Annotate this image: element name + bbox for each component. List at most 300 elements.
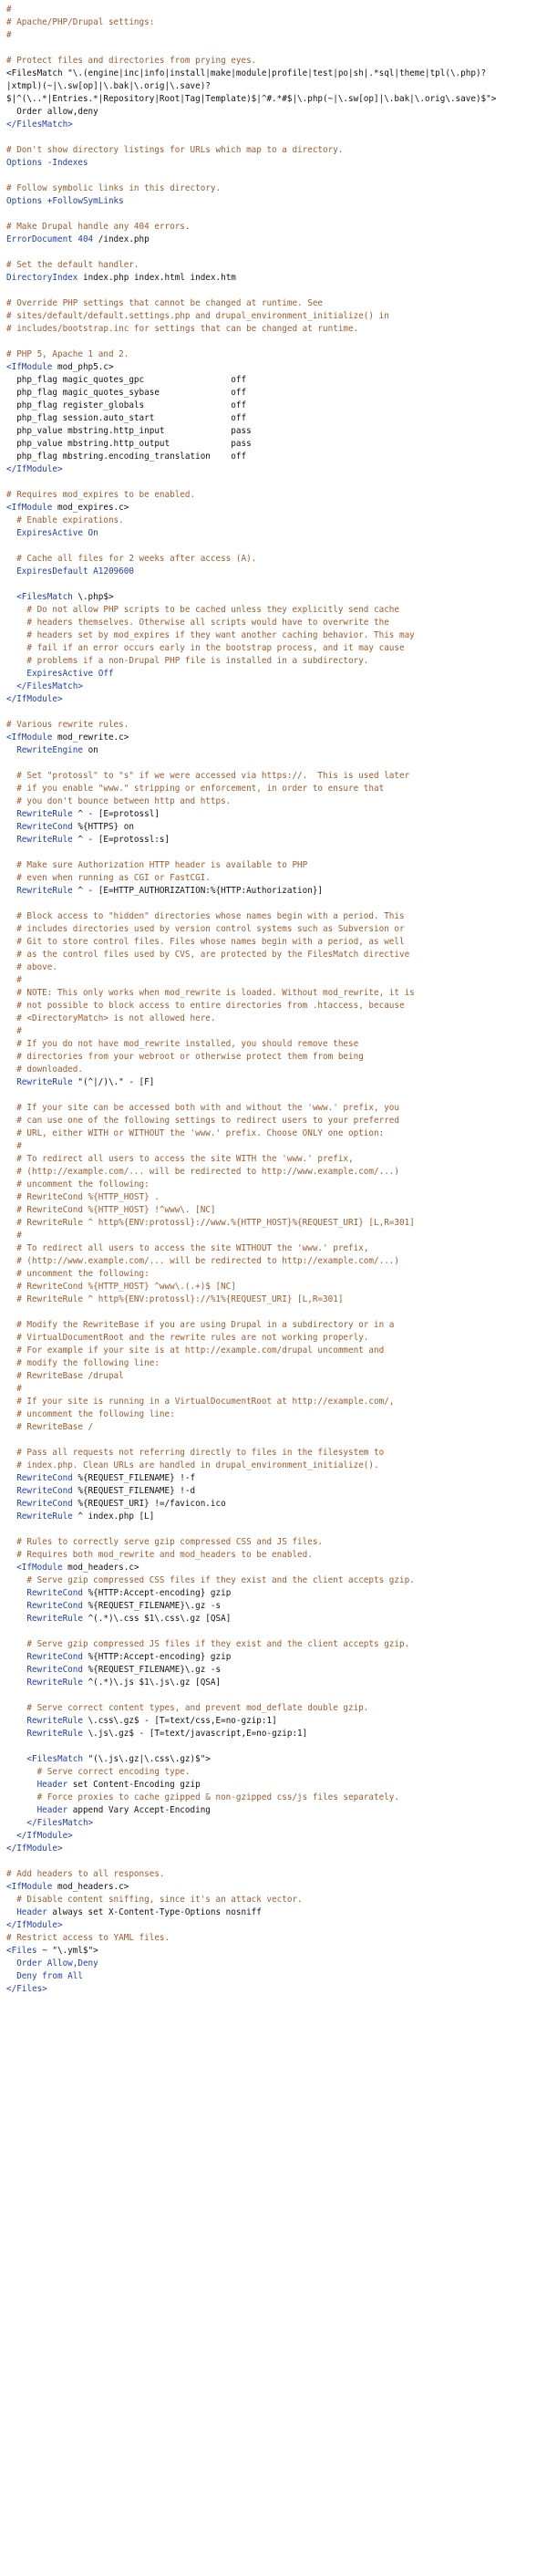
code-line bbox=[6, 668, 541, 680]
code-line bbox=[6, 578, 541, 591]
code-line bbox=[6, 1804, 541, 1817]
code-line bbox=[6, 642, 541, 655]
directive-argument: %{REQUEST_URI} !=/favicon.ico bbox=[72, 1499, 226, 1509]
directive-keyword: RewriteRule bbox=[6, 1716, 83, 1726]
code-line bbox=[6, 1740, 541, 1753]
directive-argument: mod_php5.c> bbox=[52, 362, 114, 372]
comment-text: # (http://www.example.com/... will be redirected to http://example.com/...) bbox=[6, 1256, 399, 1266]
comment-text: # you don't bounce between http and https. bbox=[6, 796, 232, 806]
code-line bbox=[6, 834, 541, 847]
code-line bbox=[6, 1932, 541, 1945]
code-line bbox=[6, 119, 541, 131]
comment-text: # bbox=[6, 975, 22, 985]
code-line bbox=[6, 1906, 541, 1919]
directive-keyword: <IfModule bbox=[6, 1563, 63, 1573]
code-line bbox=[6, 808, 541, 821]
comment-text: # Do not allow PHP scripts to be cached unless they explicitly send cache bbox=[6, 605, 399, 615]
comment-text: # Apache/PHP/Drupal settings: bbox=[6, 17, 155, 27]
code-line bbox=[6, 476, 541, 489]
directive-keyword: <FilesMatch bbox=[6, 1754, 83, 1764]
code-line bbox=[6, 1958, 541, 1970]
directive-argument: <FilesMatch "\.(engine|inc|info|install|make|module|profile|test|po|sh|.*sql|theme|tpl(\.php)? bbox=[6, 68, 487, 78]
directive-keyword: Header bbox=[6, 1907, 47, 1917]
code-line bbox=[6, 566, 541, 578]
code-line bbox=[6, 770, 541, 783]
directive-keyword: Order Allow,Deny bbox=[6, 1958, 98, 1968]
directive-keyword: RewriteCond bbox=[6, 1601, 83, 1611]
comment-text: # Rules to correctly serve gzip compressed CSS and JS files. bbox=[6, 1537, 324, 1547]
directive-argument: mod_headers.c> bbox=[62, 1563, 139, 1573]
code-line bbox=[6, 387, 541, 400]
directive-keyword: RewriteRule bbox=[6, 1678, 83, 1688]
code-line bbox=[6, 502, 541, 514]
code-line bbox=[6, 1255, 541, 1268]
directive-keyword: RewriteEngine bbox=[6, 745, 83, 755]
code-line bbox=[6, 55, 541, 68]
comment-text: # above. bbox=[6, 962, 57, 972]
comment-text: # RewriteCond %{HTTP_HOST} . bbox=[6, 1192, 160, 1202]
code-line bbox=[6, 1779, 541, 1792]
comment-text: # Set "protossl" to "s" if we were accessed via https://. This is used later bbox=[6, 771, 410, 781]
comment-text: # fail if an error occurs early in the bootstrap process, and it may cause bbox=[6, 643, 405, 653]
directive-argument: mod_headers.c> bbox=[52, 1882, 129, 1892]
code-line bbox=[6, 1153, 541, 1166]
directive-keyword: RewriteRule bbox=[6, 886, 73, 896]
comment-text: # Requires mod_expires to be enabled. bbox=[6, 490, 196, 500]
directive-argument: index.php index.html index.htm bbox=[77, 273, 236, 283]
code-line bbox=[6, 16, 541, 29]
code-line bbox=[6, 1281, 541, 1293]
directive-keyword: Deny from All bbox=[6, 1971, 83, 1981]
comment-text: # can use one of the following settings to redirect users to your preferred bbox=[6, 1116, 399, 1126]
directive-argument: ^(.*)\.css $1\.css\.gz [QSA] bbox=[82, 1614, 232, 1624]
directive-argument: %{HTTP:Accept-encoding} gzip bbox=[82, 1652, 232, 1662]
comment-text: # bbox=[6, 30, 12, 40]
code-line bbox=[6, 157, 541, 170]
code-line bbox=[6, 106, 541, 119]
directive-argument: append Vary Accept-Encoding bbox=[67, 1805, 211, 1815]
code-line bbox=[6, 1715, 541, 1728]
directive-keyword: RewriteCond bbox=[6, 1473, 73, 1483]
code-line bbox=[6, 80, 541, 93]
directive-argument: php_flag magic_quotes_gpc off bbox=[6, 375, 247, 385]
code-line bbox=[6, 1434, 541, 1447]
comment-text: # RewriteCond %{HTTP_HOST} ^www\.(.+)$ [NC] bbox=[6, 1282, 236, 1292]
code-line bbox=[6, 898, 541, 910]
comment-text: # sites/default/default.settings.php and drupal_environment_initialize() in bbox=[6, 311, 389, 321]
code-line bbox=[6, 1230, 541, 1242]
directive-argument: ^ - [E=HTTP_AUTHORIZATION:%{HTTP:Authorization}] bbox=[72, 886, 324, 896]
comment-text: # RewriteCond %{HTTP_HOST} !^www\. [NC] bbox=[6, 1205, 216, 1215]
code-line bbox=[6, 131, 541, 144]
comment-text: # Make Drupal handle any 404 errors. bbox=[6, 222, 191, 232]
code-line bbox=[6, 463, 541, 476]
comment-text: # RewriteBase /drupal bbox=[6, 1371, 124, 1381]
code-line bbox=[6, 1792, 541, 1804]
code-line bbox=[6, 234, 541, 246]
code-line bbox=[6, 1166, 541, 1179]
code-line bbox=[6, 285, 541, 297]
code-line bbox=[6, 1574, 541, 1587]
directive-keyword: RewriteRule bbox=[6, 1729, 83, 1739]
directive-keyword: RewriteCond bbox=[6, 1652, 83, 1662]
code-line bbox=[6, 821, 541, 834]
directive-keyword: </Files> bbox=[6, 1984, 47, 1994]
comment-text: # URL, either WITH or WITHOUT the 'www.' prefix. Choose ONLY one option: bbox=[6, 1128, 385, 1138]
directive-keyword: RewriteCond bbox=[6, 822, 73, 832]
code-line bbox=[6, 221, 541, 234]
comment-text: # If your site can be accessed both with and without the 'www.' prefix, you bbox=[6, 1103, 399, 1113]
code-line bbox=[6, 1523, 541, 1536]
directive-keyword: RewriteCond bbox=[6, 1486, 73, 1496]
code-line bbox=[6, 1345, 541, 1357]
comment-text: # To redirect all users to access the site WITH the 'www.' prefix, bbox=[6, 1154, 354, 1164]
code-line bbox=[6, 1651, 541, 1664]
comment-text: # bbox=[6, 5, 12, 15]
code-line bbox=[6, 1013, 541, 1025]
directive-keyword: RewriteCond bbox=[6, 1665, 83, 1675]
comment-text: # (http://example.com/... will be redirected to http://www.example.com/...) bbox=[6, 1167, 399, 1177]
directive-argument: %{HTTPS} on bbox=[72, 822, 134, 832]
comment-text: # downloaded. bbox=[6, 1065, 83, 1075]
comment-text: # Override PHP settings that cannot be changed at runtime. See bbox=[6, 298, 324, 308]
comment-text: # includes directories used by version control systems such as Subversion or bbox=[6, 924, 405, 934]
code-line bbox=[6, 910, 541, 923]
code-line bbox=[6, 29, 541, 42]
directive-argument: always set X-Content-Type-Options nosniff bbox=[46, 1907, 262, 1917]
comment-text: # Serve gzip compressed CSS files if they exist and the client accepts gzip. bbox=[6, 1575, 415, 1585]
code-line bbox=[6, 1868, 541, 1881]
comment-text: # Force proxies to cache gzipped & non-gzipped css/js files separately. bbox=[6, 1792, 399, 1802]
code-line bbox=[6, 783, 541, 795]
comment-text: # PHP 5, Apache 1 and 2. bbox=[6, 349, 129, 359]
directive-keyword: <IfModule bbox=[6, 732, 53, 743]
code-line bbox=[6, 1613, 541, 1626]
code-line bbox=[6, 1370, 541, 1383]
code-line bbox=[6, 144, 541, 157]
directive-keyword: </IfModule> bbox=[6, 694, 63, 704]
code-line bbox=[6, 1140, 541, 1153]
comment-text: # bbox=[6, 1141, 22, 1151]
comment-text: # includes/bootstrap.inc for settings that can be changed at runtime. bbox=[6, 324, 359, 334]
comment-text: # Modify the RewriteBase if you are using Drupal in a subdirectory or in a bbox=[6, 1320, 395, 1330]
directive-argument: ^ - [E=protossl:s] bbox=[72, 835, 170, 845]
directive-argument: %{REQUEST_FILENAME} !-f bbox=[72, 1473, 196, 1483]
directive-argument: ^(.*)\.js $1\.js\.gz [QSA] bbox=[82, 1678, 222, 1688]
directive-argument: on bbox=[82, 745, 98, 755]
code-line bbox=[6, 1242, 541, 1255]
code-line bbox=[6, 1498, 541, 1511]
directive-argument: /index.php bbox=[93, 234, 150, 244]
code-line bbox=[6, 1396, 541, 1408]
directive-argument: %{REQUEST_FILENAME}\.gz -s bbox=[82, 1665, 222, 1675]
comment-text: # if you enable "www." stripping or enforcement, in order to ensure that bbox=[6, 784, 385, 794]
comment-text: # Block access to "hidden" directories whose names begin with a period. This bbox=[6, 911, 405, 921]
code-line bbox=[6, 923, 541, 936]
comment-text: # Cache all files for 2 weeks after access (A). bbox=[6, 554, 257, 564]
code-line bbox=[6, 195, 541, 208]
directive-keyword: ExpiresActive On bbox=[6, 528, 98, 538]
directive-argument: mod_rewrite.c> bbox=[52, 732, 129, 743]
directive-keyword: </FilesMatch> bbox=[6, 119, 73, 130]
comment-text: # Disable content sniffing, since it's an attack vector. bbox=[6, 1895, 303, 1905]
code-line bbox=[6, 336, 541, 348]
directive-keyword: <IfModule bbox=[6, 362, 53, 372]
code-line bbox=[6, 1459, 541, 1472]
code-line bbox=[6, 323, 541, 336]
directive-argument: php_flag session.auto_start off bbox=[6, 413, 247, 423]
code-line bbox=[6, 1064, 541, 1076]
comment-text: # Serve correct content types, and prevent mod_deflate double gzip. bbox=[6, 1703, 369, 1713]
code-line bbox=[6, 527, 541, 540]
directive-argument: php_flag register_globals off bbox=[6, 400, 247, 410]
code-line bbox=[6, 1485, 541, 1498]
comment-text: # uncomment the following: bbox=[6, 1269, 150, 1279]
comment-text: # Serve correct encoding type. bbox=[6, 1767, 191, 1777]
comment-text: # headers themselves. Otherwise all scripts would have to overwrite the bbox=[6, 618, 389, 628]
code-line bbox=[6, 1000, 541, 1013]
code-line bbox=[6, 170, 541, 182]
code-line bbox=[6, 1702, 541, 1715]
code-line bbox=[6, 361, 541, 374]
directive-keyword: DirectoryIndex bbox=[6, 273, 78, 283]
directive-keyword: </FilesMatch> bbox=[6, 681, 83, 691]
directive-keyword: RewriteRule bbox=[6, 835, 73, 845]
code-line bbox=[6, 1408, 541, 1421]
code-line bbox=[6, 1626, 541, 1638]
directive-argument: php_value mbstring.http_output pass bbox=[6, 439, 252, 449]
directive-keyword: </IfModule> bbox=[6, 1920, 63, 1930]
directive-argument: php_value mbstring.http_input pass bbox=[6, 426, 252, 436]
code-line bbox=[6, 4, 541, 16]
code-line bbox=[6, 1689, 541, 1702]
code-line bbox=[6, 949, 541, 961]
code-line bbox=[6, 1600, 541, 1613]
comment-text: # not possible to block access to entire directories from .htaccess, because bbox=[6, 1001, 405, 1011]
code-line bbox=[6, 42, 541, 55]
code-line bbox=[6, 1102, 541, 1115]
code-line bbox=[6, 1127, 541, 1140]
comment-text: # modify the following line: bbox=[6, 1358, 160, 1368]
code-line bbox=[6, 374, 541, 387]
comment-text: # RewriteBase / bbox=[6, 1422, 94, 1432]
code-line bbox=[6, 847, 541, 859]
directive-keyword: RewriteRule bbox=[6, 809, 73, 819]
code-line bbox=[6, 553, 541, 566]
code-line bbox=[6, 655, 541, 668]
comment-text: # uncomment the following line: bbox=[6, 1409, 175, 1419]
directive-keyword: <IfModule bbox=[6, 503, 53, 513]
code-line bbox=[6, 757, 541, 770]
code-line bbox=[6, 297, 541, 310]
code-line bbox=[6, 1511, 541, 1523]
code-line bbox=[6, 1191, 541, 1204]
directive-argument: Order allow,deny bbox=[6, 107, 98, 117]
directive-keyword: ExpiresDefault A1209600 bbox=[6, 566, 134, 576]
code-line bbox=[6, 1038, 541, 1051]
comment-text: # as the control files used by CVS, are protected by the FilesMatch directive bbox=[6, 950, 410, 960]
directive-argument: "(\.js\.gz|\.css\.gz)$"> bbox=[82, 1754, 211, 1764]
code-line bbox=[6, 744, 541, 757]
code-line bbox=[6, 1664, 541, 1677]
code-line bbox=[6, 425, 541, 438]
directive-argument: set Content-Encoding gzip bbox=[67, 1780, 201, 1790]
code-line bbox=[6, 310, 541, 323]
directive-argument: |xtmpl)(~|\.sw[op]|\.bak|\.orig|\.save)? bbox=[6, 81, 211, 91]
comment-text: # headers set by mod_expires if they want another caching behavior. This may bbox=[6, 630, 415, 640]
code-line bbox=[6, 1204, 541, 1217]
code-line bbox=[6, 1753, 541, 1766]
code-line bbox=[6, 1587, 541, 1600]
code-line bbox=[6, 1383, 541, 1396]
comment-text: # For example if your site is at http://example.com/drupal uncomment and bbox=[6, 1345, 385, 1356]
code-line bbox=[6, 1051, 541, 1064]
comment-text: # VirtualDocumentRoot and the rewrite rules are not working properly. bbox=[6, 1333, 369, 1343]
directive-keyword: RewriteCond bbox=[6, 1499, 73, 1509]
comment-text: # uncomment the following: bbox=[6, 1179, 150, 1189]
code-line bbox=[6, 272, 541, 285]
directive-keyword: </IfModule> bbox=[6, 1831, 73, 1841]
code-line bbox=[6, 348, 541, 361]
code-line bbox=[6, 693, 541, 706]
code-line bbox=[6, 1421, 541, 1434]
code-line bbox=[6, 1472, 541, 1485]
comment-text: # If you do not have mod_rewrite installed, you should remove these bbox=[6, 1039, 359, 1049]
code-line bbox=[6, 1728, 541, 1740]
directive-argument: "(^|/)\." - [F] bbox=[72, 1077, 155, 1087]
code-line bbox=[6, 1894, 541, 1906]
directive-keyword: <FilesMatch bbox=[6, 592, 73, 602]
code-line bbox=[6, 1830, 541, 1843]
code-line bbox=[6, 1549, 541, 1562]
code-line bbox=[6, 1179, 541, 1191]
directive-keyword: Header bbox=[6, 1805, 68, 1815]
code-line bbox=[6, 259, 541, 272]
code-line bbox=[6, 795, 541, 808]
code-line bbox=[6, 961, 541, 974]
comment-text: # RewriteRule ^ http%{ENV:protossl}://www.%{HTTP_HOST}%{REQUEST_URI} [L,R=301] bbox=[6, 1218, 415, 1228]
code-line bbox=[6, 540, 541, 553]
code-line bbox=[6, 1319, 541, 1332]
code-line bbox=[6, 1766, 541, 1779]
code-line bbox=[6, 732, 541, 744]
comment-text: # Set the default handler. bbox=[6, 260, 139, 270]
directive-keyword: <IfModule bbox=[6, 1882, 53, 1892]
code-line bbox=[6, 1970, 541, 1983]
directive-keyword: RewriteRule bbox=[6, 1614, 83, 1624]
code-line bbox=[6, 246, 541, 259]
code-line bbox=[6, 706, 541, 719]
comment-text: # Enable expirations. bbox=[6, 515, 124, 525]
directive-keyword: RewriteRule bbox=[6, 1511, 73, 1522]
comment-text: # directories from your webroot or otherwise protect them from being bbox=[6, 1052, 364, 1062]
directive-keyword: </IfModule> bbox=[6, 1844, 63, 1854]
directive-argument: %{HTTP:Accept-encoding} gzip bbox=[82, 1588, 232, 1598]
code-line bbox=[6, 1025, 541, 1038]
code-line bbox=[6, 629, 541, 642]
code-line bbox=[6, 514, 541, 527]
code-line bbox=[6, 872, 541, 885]
code-line bbox=[6, 1115, 541, 1127]
directive-argument: mod_expires.c> bbox=[52, 503, 129, 513]
directive-keyword: RewriteRule bbox=[6, 1077, 73, 1087]
directive-keyword: Header bbox=[6, 1780, 68, 1790]
comment-text: # bbox=[6, 1026, 22, 1036]
code-line bbox=[6, 1638, 541, 1651]
code-line bbox=[6, 93, 541, 106]
directive-keyword: Options -Indexes bbox=[6, 158, 88, 168]
comment-text: # Git to store control files. Files whose names begin with a period, as well bbox=[6, 937, 405, 947]
comment-text: # Protect files and directories from prying eyes. bbox=[6, 56, 257, 66]
directive-keyword: RewriteCond bbox=[6, 1588, 83, 1598]
directive-argument: ^ - [E=protossl] bbox=[72, 809, 160, 819]
code-line bbox=[6, 400, 541, 412]
code-line bbox=[6, 489, 541, 502]
comment-text: # Follow symbolic links in this directory. bbox=[6, 183, 222, 193]
comment-text: # Various rewrite rules. bbox=[6, 720, 129, 730]
comment-text: # Restrict access to YAML files. bbox=[6, 1933, 170, 1943]
directive-argument: php_flag magic_quotes_sybase off bbox=[6, 388, 247, 398]
code-line bbox=[6, 1536, 541, 1549]
code-line bbox=[6, 1076, 541, 1089]
code-line bbox=[6, 1217, 541, 1230]
comment-text: # Make sure Authorization HTTP header is available to PHP bbox=[6, 860, 308, 870]
directive-argument: php_flag mbstring.encoding_translation off bbox=[6, 452, 247, 462]
code-line bbox=[6, 208, 541, 221]
code-line bbox=[6, 1881, 541, 1894]
comment-text: # problems if a non-Drupal PHP file is installed in a subdirectory. bbox=[6, 656, 369, 666]
directive-argument: $|^(\..*|Entries.*|Repository|Root|Tag|Template)$|^#.*#$|\.php(~|\.sw[op]|\.bak|\.orig\.save)$"> bbox=[6, 94, 497, 104]
comment-text: # index.php. Clean URLs are handled in drupal_environment_initialize(). bbox=[6, 1460, 379, 1470]
code-line bbox=[6, 987, 541, 1000]
code-line bbox=[6, 859, 541, 872]
directive-keyword: </FilesMatch> bbox=[6, 1818, 94, 1828]
code-line bbox=[6, 1562, 541, 1574]
comment-text: # Pass all requests not referring directly to files in the filesystem to bbox=[6, 1448, 385, 1458]
comment-text: # bbox=[6, 1231, 22, 1241]
comment-text: # Don't show directory listings for URLs which map to a directory. bbox=[6, 145, 344, 155]
directive-keyword: </IfModule> bbox=[6, 464, 63, 474]
directive-argument: %{REQUEST_FILENAME} !-d bbox=[72, 1486, 196, 1496]
code-line bbox=[6, 1293, 541, 1306]
directive-argument: \.php$> bbox=[72, 592, 114, 602]
directive-argument: ^ index.php [L] bbox=[72, 1511, 155, 1522]
directive-keyword: Options +FollowSymLinks bbox=[6, 196, 124, 206]
comment-text: # RewriteRule ^ http%{ENV:protossl}://%1%{REQUEST_URI} [L,R=301] bbox=[6, 1294, 344, 1304]
code-line bbox=[6, 1855, 541, 1868]
comment-text: # <DirectoryMatch> is not allowed here. bbox=[6, 1013, 216, 1023]
code-line bbox=[6, 604, 541, 617]
code-line bbox=[6, 1306, 541, 1319]
code-line bbox=[6, 1447, 541, 1459]
comment-text: # bbox=[6, 1384, 22, 1394]
comment-text: # If your site is running in a VirtualDocumentRoot at http://example.com/, bbox=[6, 1397, 395, 1407]
code-line bbox=[6, 885, 541, 898]
code-line bbox=[6, 451, 541, 463]
code-line bbox=[6, 1677, 541, 1689]
code-line bbox=[6, 974, 541, 987]
comment-text: # even when running as CGI or FastCGI. bbox=[6, 873, 211, 883]
directive-keyword: ErrorDocument 404 bbox=[6, 234, 94, 244]
code-line bbox=[6, 936, 541, 949]
code-line bbox=[6, 617, 541, 629]
code-line bbox=[6, 1357, 541, 1370]
comment-text: # Serve gzip compressed JS files if they exist and the client accepts gzip. bbox=[6, 1639, 410, 1649]
code-line bbox=[6, 1089, 541, 1102]
code-line bbox=[6, 1945, 541, 1958]
directive-argument: ~ "\.yml$"> bbox=[36, 1946, 98, 1956]
code-line bbox=[6, 1817, 541, 1830]
